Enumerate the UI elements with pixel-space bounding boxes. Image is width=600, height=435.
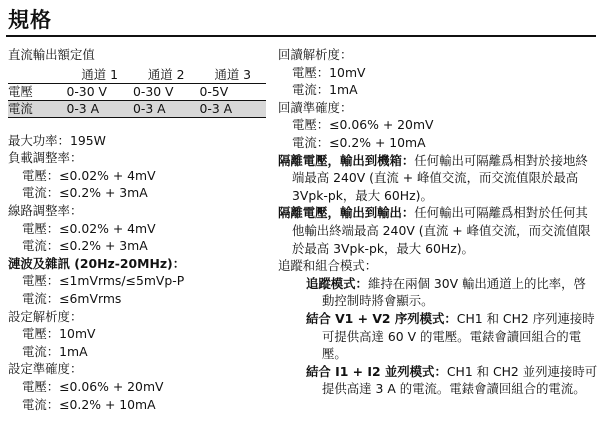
readback-resolution-current: 電流：1mA [292, 82, 358, 98]
tracking-heading: 追蹤和組合模式： [278, 258, 378, 274]
line-regulation-voltage: 電壓：≤0.02% + 4mV [22, 220, 156, 236]
table-row-current [8, 100, 266, 117]
parallel-mode-paragraph [292, 363, 598, 398]
cell-voltage-ch3: 0-5V [199, 83, 266, 100]
column-header-ch3: 通道 3 [214, 66, 252, 82]
page-title: 規格 [8, 8, 52, 32]
rated-output-heading: 直流輸出額定值 [8, 47, 95, 62]
setting-accuracy-heading: 設定準確度： [8, 361, 83, 377]
cell-voltage-ch2: 0-30 V [133, 83, 200, 100]
line-regulation-current: 電流：≤0.2% + 3mA [22, 238, 148, 254]
column-header-ch1: 通道 1 [81, 66, 119, 82]
cell-current-ch2: 0-3 A [133, 100, 200, 117]
readback-accuracy-current: 電流：≤0.2% + 10mA [292, 134, 426, 150]
column-header-ch2: 通道 2 [147, 66, 185, 82]
isolation-chassis-paragraph [278, 152, 598, 205]
setting-accuracy-voltage: 電壓：≤0.06% + 20mV [22, 378, 164, 394]
isolation-output-label: 隔離電壓，輸出到輸出： [278, 205, 415, 221]
readback-accuracy-heading: 回讀準確度： [278, 99, 353, 115]
readback-accuracy-voltage: 電壓：≤0.06% + 20mV [292, 117, 434, 133]
ripple-noise-voltage: 電壓：≤1mVrms/≤5mVp-P [22, 273, 185, 289]
setting-resolution-current: 電流：1mA [22, 343, 88, 359]
title-divider [6, 35, 596, 37]
load-regulation-voltage: 電壓：≤0.02% + 4mV [22, 167, 156, 183]
isolation-chassis-text: 任何輸出可隔離爲相對於接地終端最高 240V (直流 + 峰值交流，而交流值限於最高 3Vpk-pk，最大 60Hz)。 [292, 152, 588, 203]
load-regulation-current: 電流：≤0.2% + 3mA [22, 185, 148, 201]
cell-current-ch3: 0-3 A [199, 100, 266, 117]
isolation-output-text: 任何輸出可隔離爲相對於任何其他輸出終端最高 240V (直流 + 峰值交流，而交流值限於最高 3Vpk-pk，最大 60Hz)。 [292, 205, 591, 256]
left-column [8, 46, 270, 413]
table-corner-cell [8, 67, 66, 84]
ripple-noise-heading: 漣波及雜訊 (20Hz-20MHz)： [8, 255, 186, 271]
readback-resolution-voltage: 電壓：10mV [292, 64, 366, 80]
setting-resolution-heading: 設定解析度： [8, 308, 83, 324]
line-regulation-heading: 線路調整率： [8, 202, 83, 218]
row-label-voltage: 電壓 [8, 83, 66, 100]
tracking-mode-paragraph [292, 275, 598, 310]
table-header-row [8, 67, 266, 84]
parallel-mode-text: CH1 和 CH2 並列連接時可提供高達 3 A 的電流。電錶會讀回組合的電流。 [322, 363, 598, 397]
setting-resolution-voltage: 電壓：10mV [22, 326, 96, 342]
isolation-chassis-label: 隔離電壓，輸出到機箱： [278, 152, 415, 168]
tracking-mode-label: 追蹤模式： [306, 275, 368, 291]
series-mode-text: CH1 和 CH2 序列連接時可提供高達 60 V 的電壓。電錶會讀回組合的電壓。 [322, 310, 595, 362]
isolation-output-paragraph [278, 204, 598, 257]
row-label-current: 電流 [8, 100, 66, 117]
parallel-mode-label: 結合 I1 + I2 並列模式： [306, 363, 447, 379]
cell-current-ch1: 0-3 A [66, 100, 133, 117]
load-regulation-heading: 負載調整率： [8, 150, 83, 166]
setting-accuracy-current: 電流：≤0.2% + 10mA [22, 396, 156, 412]
series-mode-paragraph [292, 310, 598, 363]
right-column [278, 46, 598, 398]
tracking-mode-text: 維持在兩個 30V 輸出通道上的比率，啓動控制時將會顯示。 [322, 275, 586, 309]
table-row-voltage [8, 83, 266, 100]
series-mode-label: 結合 V1 + V2 序列模式： [306, 310, 457, 326]
ripple-noise-current: 電流：≤6mVrms [22, 290, 122, 306]
rated-output-table [8, 67, 266, 118]
max-power: 最大功率：195W [8, 132, 106, 148]
readback-resolution-heading: 回讀解析度： [278, 47, 353, 62]
cell-voltage-ch1: 0-30 V [66, 83, 133, 100]
